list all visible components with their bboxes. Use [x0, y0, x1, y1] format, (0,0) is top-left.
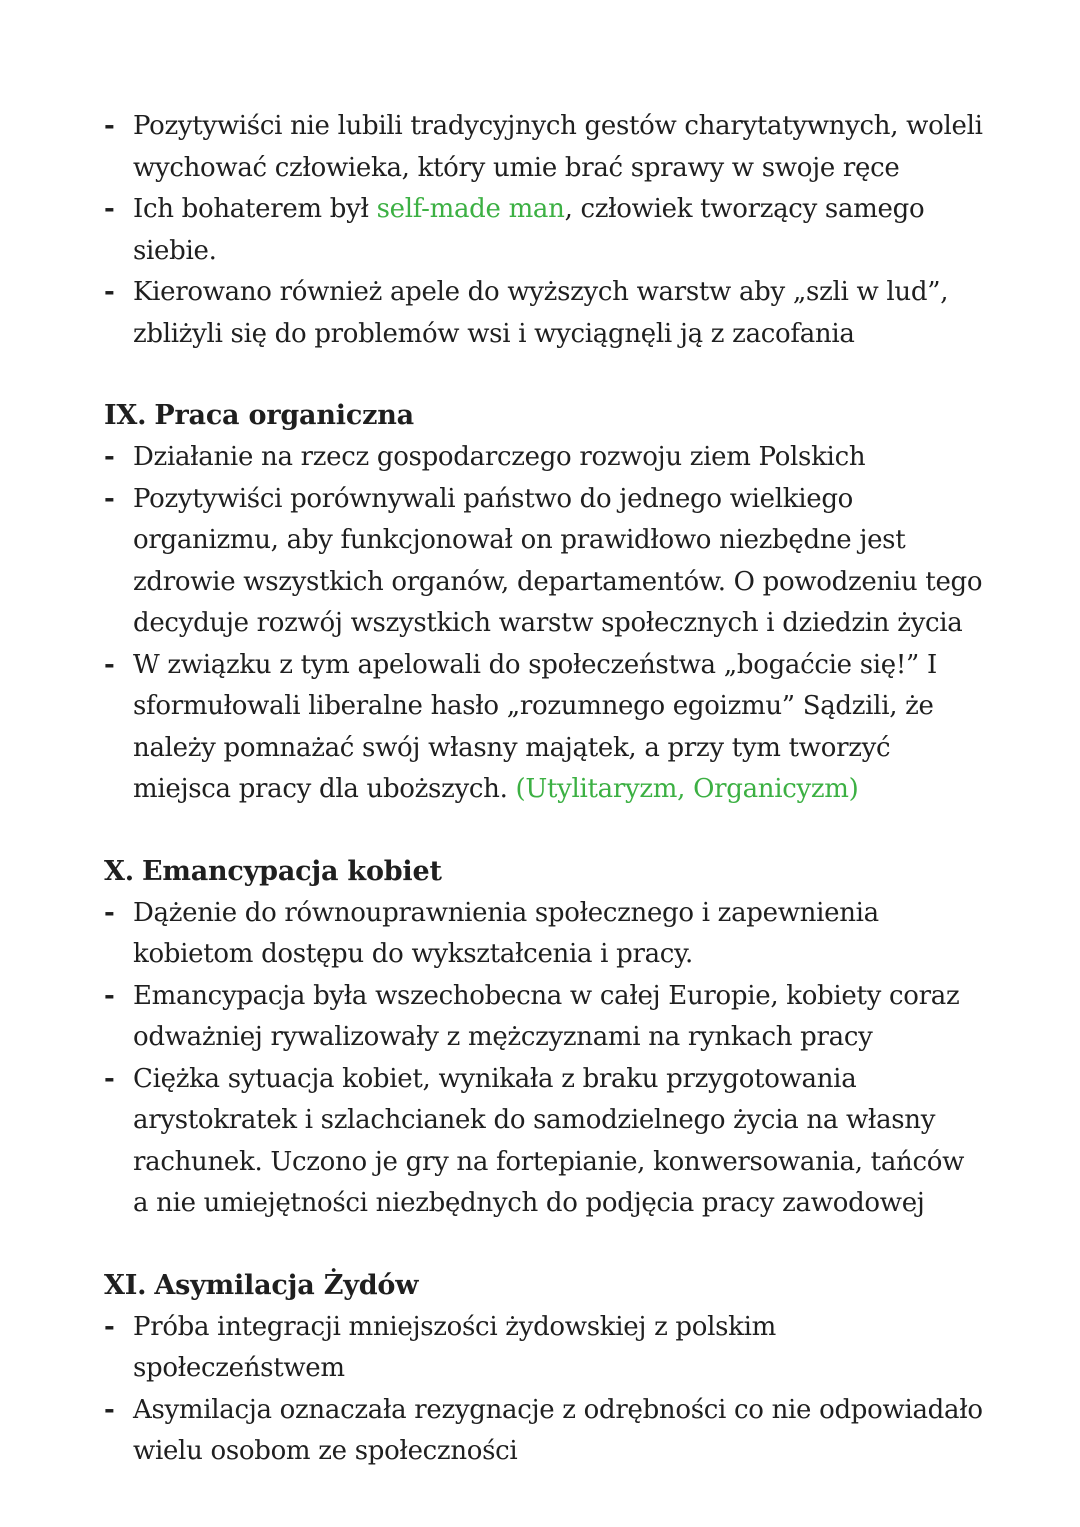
bullet-dash: -: [104, 649, 115, 680]
list-item: [104, 272, 984, 355]
list-item-text: Pozytywiści nie lubili tradycyjnych gestów charytatywnych, woleli wychować człowieka, który umie brać sprawy w swoje ręce: [133, 111, 983, 183]
highlighted-term: self-made man: [376, 194, 565, 224]
bullet-dash: -: [104, 194, 115, 224]
bullet-dash: -: [104, 111, 115, 141]
list-item: [104, 893, 984, 976]
list-item-text: Asymilacja oznaczała rezygnacje z odrębności co nie odpowiadało wielu osobom ze społeczności: [133, 1394, 983, 1466]
bullet-list: [104, 1307, 984, 1473]
bullet-dash: -: [104, 1063, 115, 1094]
list-item-text: Ciężka sytuacja kobiet, wynikała z braku przygotowania arystokratek i szlachcianek do samodzielnego życia na własny rachunek. Uczono je gry na fortepianie, konwersowania, tańców a nie umiejętności niezbędnych do podjęcia pracy zawodowej: [133, 1063, 965, 1218]
list-item-text: W związku z tym apelowali do społeczeństwa „bogaćcie się!” I sformułowali liberalne hasło „rozumnego egoizmu” Sądzili, że należy pomnażać swój własny majątek, a przy tym tworzyć miejsca pracy dla uboższych.: [133, 649, 937, 804]
highlighted-term: (Utylitaryzm, Organicyzm): [515, 774, 859, 804]
section-number: X.: [104, 855, 134, 887]
list-item-text: Ich bohaterem był: [133, 194, 377, 224]
section-emancypacja-kobiet: [104, 851, 984, 1225]
section-heading: [104, 395, 984, 437]
list-item: [104, 645, 984, 811]
list-item: [104, 1059, 984, 1225]
section-praca-organiczna: [104, 395, 984, 811]
section-asymilacja-zydow: [104, 1265, 984, 1473]
bullet-dash: -: [104, 1311, 115, 1342]
section-number: IX.: [104, 400, 147, 431]
list-item: [104, 1307, 984, 1390]
list-item-text: , człowiek tworzący samego siebie.: [133, 194, 925, 266]
bullet-dash: -: [104, 442, 115, 472]
bullet-dash: -: [104, 1394, 115, 1425]
section-title: Praca organiczna: [154, 400, 414, 431]
bullet-list: [104, 106, 984, 355]
section-heading: [104, 1265, 984, 1307]
section-heading: [104, 851, 984, 893]
section-continuation: [104, 106, 984, 355]
list-item-text: Dążenie do równouprawnienia społecznego i zapewnienia kobietom dostępu do wykształcenia i pracy.: [133, 897, 879, 969]
bullet-list: [104, 437, 984, 811]
list-item: [104, 437, 984, 479]
list-item-text: Próba integracji mniejszości żydowskiej z polskim społeczeństwem: [133, 1311, 777, 1383]
list-item: [104, 479, 984, 645]
list-item-text: Kierowano również apele do wyższych warstw aby „szli w lud”, zbliżyli się do problemów wsi i wyciągnęli ją z zacofania: [133, 277, 949, 349]
list-item: [104, 106, 984, 189]
bullet-dash: -: [104, 980, 115, 1011]
list-item-text: Pozytywiści porównywali państwo do jednego wielkiego organizmu, aby funkcjonował on prawidłowo niezbędne jest zdrowie wszystkich organów, departamentów. O powodzeniu tego decyduje rozwój wszystkich warstw społecznych i dziedzin życia: [133, 483, 983, 638]
list-item: [104, 189, 984, 272]
section-title: Asymilacja Żydów: [154, 1269, 419, 1301]
section-number: XI.: [104, 1269, 147, 1301]
section-title: Emancypacja kobiet: [141, 855, 442, 887]
list-item: [104, 1390, 984, 1473]
list-item-text: Działanie na rzecz gospodarczego rozwoju ziem Polskich: [133, 442, 866, 472]
bullet-dash: -: [104, 483, 115, 514]
list-item-text: Emancypacja była wszechobecna w całej Europie, kobiety coraz odważniej rywalizowały z mężczyznami na rynkach pracy: [133, 980, 960, 1052]
bullet-list: [104, 893, 984, 1225]
list-item: [104, 976, 984, 1059]
bullet-dash: -: [104, 897, 115, 928]
bullet-dash: -: [104, 277, 115, 307]
